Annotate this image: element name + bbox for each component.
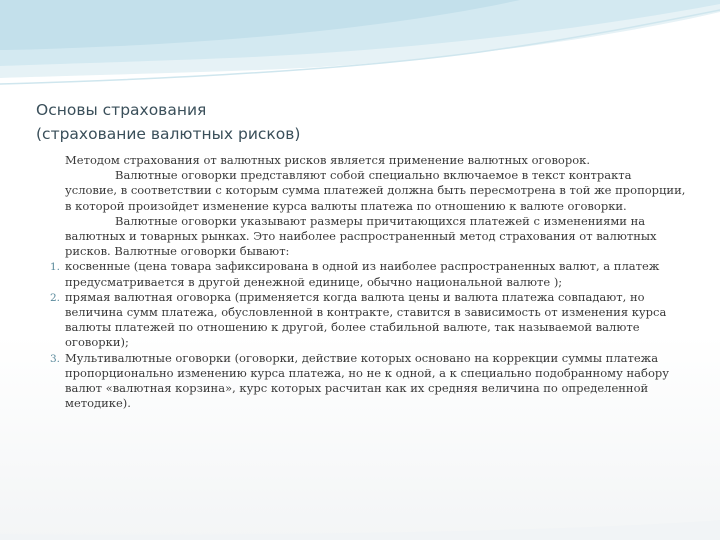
list-item [36,290,686,351]
wave-bottom [0,520,720,540]
slide-title [36,98,636,146]
title-line-1: Основы страхования [36,101,207,119]
list-item-text: Мультивалютные оговорки (оговорки, действие которых основано на коррекции суммы платежа пропорционально изменению курса платежа, но не к одной, а к специально подобранному набору валют «валютная корзина», курс которых расчитан как их средняя величина по определенной методике). [65,350,670,411]
list-number: 1. [49,261,60,274]
list-number: 2. [49,291,60,304]
paragraph-2: Валютные оговорки представляют собой специально включаемое в текст контракта условие, в соответствии с которым сумма платежей должна быть пересмотрена в той же пропорции, в которой произойдет изменение курса валюты платежа по отношению к валюте оговорки. [65,168,686,213]
paragraph-1: Методом страхования от валютных рисков является применение валютных оговорок. [65,153,590,167]
paragraph-3: Валютные оговорки указывают размеры причитающихся платежей с изменениями на валютных и товарных рынках. Это наиболее распространенный метод страхования от валютных рисков. Валютные оговорки бывают: [65,213,657,259]
list-number: 3. [49,352,60,365]
title-line-2: (страхование валютных рисков) [36,125,301,143]
list-item [36,259,686,289]
numbered-list [36,259,686,411]
list-item [36,351,686,412]
list-item-text: косвенные (цена товара зафиксирована в одной из наиболее распространенных валют, а платеж предусматривается в другой денежной единице, обычно национальной валюте ); [65,259,660,289]
list-item-text: прямая валютная оговорка (применяется когда валюта цены и валюта платежа совпадают, но величина сумм платежа, обусловленной в контракте, ставится в зависимость от изменения курса валюты платежей по отношению к другой, более стабильной валюте, так называемой валюте оговорки); [65,289,667,350]
slide-body [36,153,686,411]
